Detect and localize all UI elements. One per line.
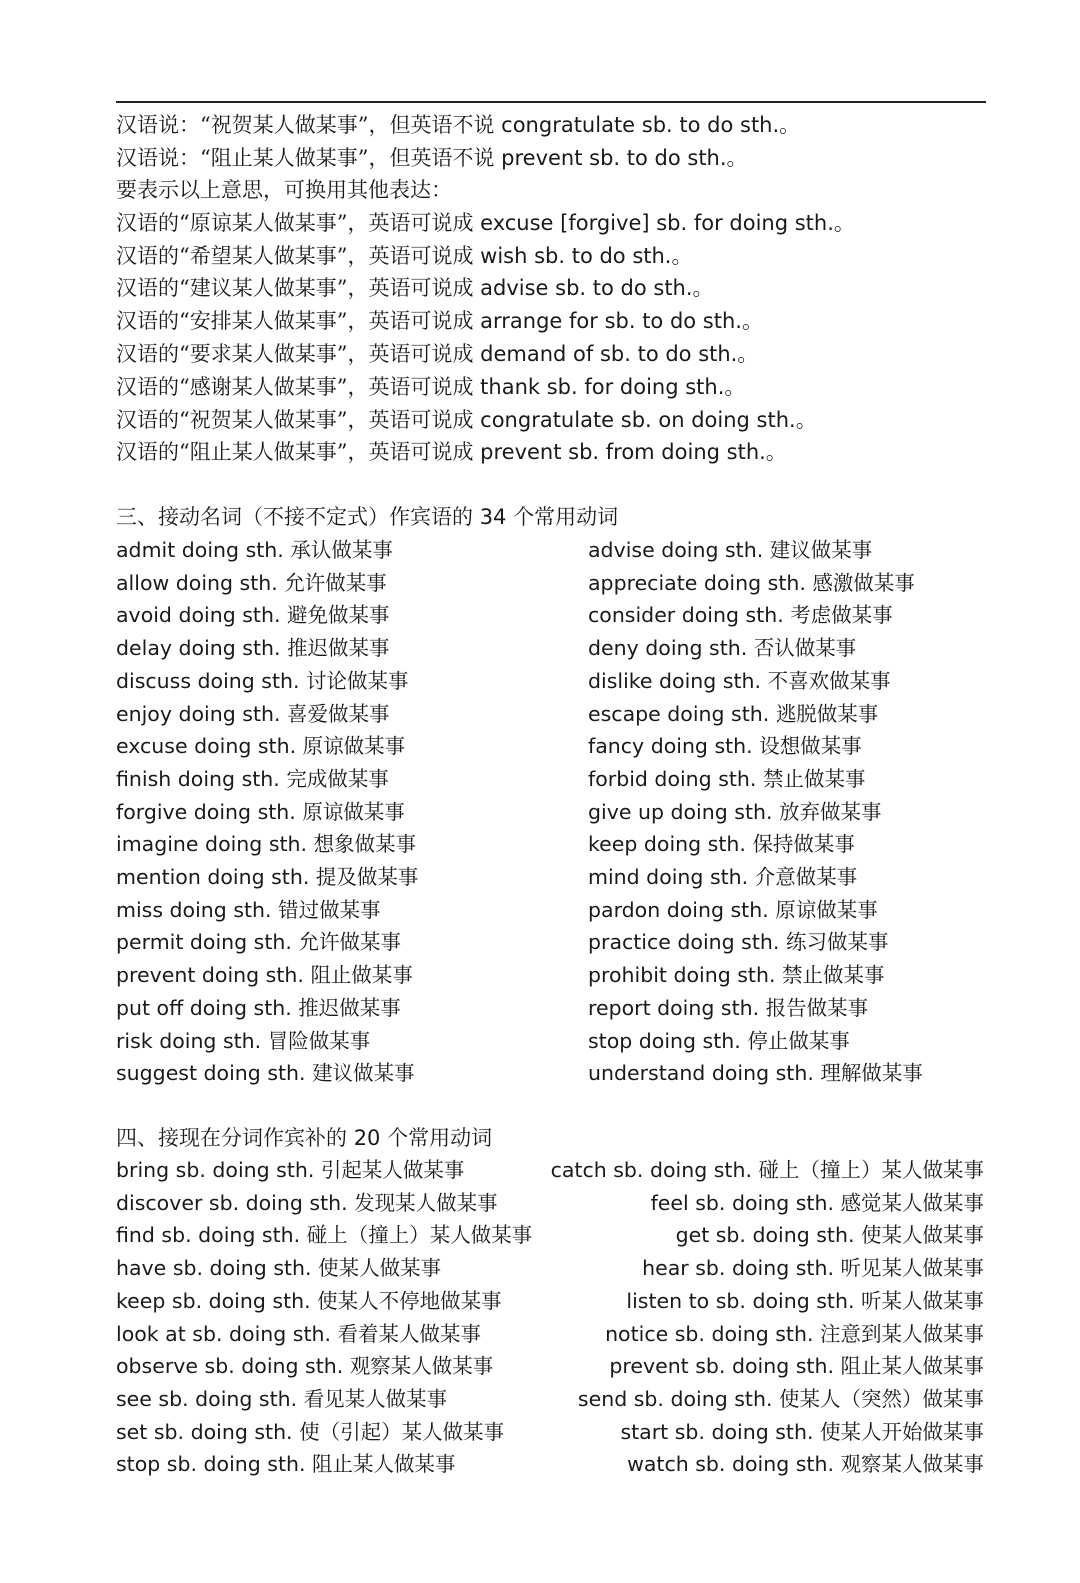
intro-line-en: excuse [forgive] sb. for doing sth.。: [480, 211, 855, 235]
verb-phrase: feel sb. doing sth.: [650, 1190, 834, 1215]
verb-entry-right: [588, 667, 891, 695]
verb-phrase: watch sb. doing sth.: [627, 1452, 834, 1477]
verb-meaning: 设想做某事: [759, 734, 862, 759]
verb-meaning: 发现某人做某事: [354, 1190, 498, 1215]
verb-phrase: delay doing sth.: [116, 636, 281, 661]
verb-phrase: forgive doing sth.: [116, 799, 296, 824]
verb-meaning: 碰上（撞上）某人做某事: [758, 1158, 984, 1182]
verb-meaning: 使（引起）某人做某事: [299, 1419, 505, 1444]
intro-line: [116, 176, 452, 204]
verb-phrase: consider doing sth.: [588, 603, 784, 628]
section3-heading: [116, 503, 618, 531]
verb-entry-left: [116, 634, 390, 662]
top-divider: [116, 101, 986, 103]
verb-entry-left: [116, 700, 390, 728]
verb-entry-left: [116, 1221, 532, 1249]
verb-phrase: get sb. doing sth.: [675, 1223, 855, 1248]
verb-meaning: 看见某人做某事: [303, 1386, 448, 1411]
verb-phrase: give up doing sth.: [588, 799, 773, 824]
verb-phrase: appreciate doing sth.: [588, 570, 806, 595]
intro-line: [116, 307, 763, 335]
verb-meaning: 错过做某事: [278, 897, 381, 922]
verb-phrase: prevent sb. doing sth.: [609, 1354, 834, 1379]
section4-heading-pre: 四、接现在分词作宾补的: [116, 1126, 354, 1150]
verb-meaning: 感觉某人做某事: [840, 1190, 984, 1215]
verb-entry-right: [578, 1385, 984, 1413]
verb-phrase: report doing sth.: [588, 995, 760, 1020]
verb-entry-left: [116, 1418, 504, 1446]
verb-phrase: listen to sb. doing sth.: [626, 1288, 855, 1313]
intro-line: [116, 438, 787, 466]
intro-line-zh: 汉语的“原谅某人做某事”，英语可说成: [116, 211, 481, 235]
intro-line-en: demand of sb. to do sth.。: [480, 342, 759, 366]
verb-meaning: 原谅做某事: [302, 799, 405, 824]
verb-phrase: catch sb. doing sth.: [550, 1158, 752, 1182]
verb-phrase: find sb. doing sth.: [116, 1223, 301, 1248]
verb-phrase: notice sb. doing sth.: [605, 1321, 814, 1346]
intro-line: [116, 111, 800, 139]
verb-phrase: permit doing sth.: [116, 930, 292, 955]
verb-phrase: advise doing sth.: [588, 538, 764, 562]
verb-entry-right: [588, 798, 882, 826]
verb-meaning: 理解做某事: [820, 1061, 923, 1086]
verb-phrase: stop doing sth.: [588, 1028, 741, 1053]
verb-phrase: see sb. doing sth.: [116, 1386, 298, 1411]
intro-line-en: thank sb. for doing sth.。: [480, 375, 746, 399]
verb-phrase: look at sb. doing sth.: [116, 1321, 332, 1346]
verb-entry-left: [116, 1156, 464, 1184]
intro-line-zh: 汉语的“祝贺某人做某事”，英语可说成: [116, 408, 481, 432]
verb-entry-right: [609, 1352, 984, 1380]
verb-entry-right: [588, 601, 893, 629]
section4-heading-post: 个常用动词: [380, 1126, 493, 1150]
verb-meaning: 承认做某事: [290, 538, 393, 562]
section4-heading-count: 20: [353, 1126, 381, 1150]
verb-meaning: 看着某人做某事: [337, 1321, 482, 1346]
verb-entry-left: [116, 928, 401, 956]
verb-entry-right: [588, 732, 862, 760]
verb-phrase: forbid doing sth.: [588, 766, 757, 791]
verb-entry-right: [626, 1287, 984, 1315]
verb-entry-left: [116, 1287, 502, 1315]
verb-meaning: 完成做某事: [286, 766, 389, 791]
intro-line: [116, 373, 745, 401]
verb-phrase: mind doing sth.: [588, 865, 749, 889]
verb-meaning: 推迟做某事: [298, 995, 401, 1020]
intro-line-zh: 汉语的“希望某人做某事”，英语可说成: [116, 244, 481, 268]
verb-meaning: 提及做某事: [315, 865, 419, 889]
intro-line: [116, 144, 748, 172]
verb-meaning: 引起某人做某事: [320, 1158, 465, 1182]
section3-heading-count: 34: [479, 505, 507, 529]
verb-phrase: hear sb. doing sth.: [642, 1256, 834, 1281]
verb-phrase: imagine doing sth.: [116, 832, 308, 857]
verb-meaning: 阻止某人做某事: [312, 1452, 456, 1477]
intro-line: [116, 209, 855, 237]
intro-line-en: arrange for sb. to do sth.。: [480, 309, 763, 333]
verb-phrase: miss doing sth.: [116, 897, 272, 922]
verb-entry-right: [588, 1027, 850, 1055]
verb-meaning: 使某人做某事: [318, 1256, 442, 1281]
verb-entry-left: [116, 601, 390, 629]
verb-entry-right: [551, 1156, 984, 1184]
intro-line-zh: 汉语的“阻止某人做某事”，英语可说成: [116, 440, 481, 464]
verb-entry-right: [588, 863, 857, 891]
verb-meaning: 建议做某事: [312, 1061, 415, 1086]
verb-meaning: 听某人做某事: [861, 1288, 984, 1313]
intro-line: [116, 274, 714, 302]
verb-phrase: fancy doing sth.: [588, 734, 753, 759]
verb-entry-right: [588, 1059, 923, 1087]
verb-phrase: excuse doing sth.: [116, 734, 297, 759]
verb-entry-right: [588, 961, 885, 989]
verb-phrase: put off doing sth.: [116, 995, 292, 1020]
intro-line-en: advise sb. to do sth.。: [480, 276, 714, 300]
verb-entry-left: [116, 1320, 481, 1348]
intro-line-zh: 汉语的“建议某人做某事”，英语可说成: [116, 276, 481, 300]
verb-meaning: 允许做某事: [298, 930, 401, 955]
verb-entry-left: [116, 994, 401, 1022]
verb-entry-left: [116, 896, 381, 924]
intro-line-en: congratulate sb. to do sth.。: [501, 113, 801, 137]
verb-meaning: 使某人（突然）做某事: [779, 1386, 984, 1411]
verb-meaning: 放弃做某事: [779, 799, 882, 824]
verb-phrase: understand doing sth.: [588, 1061, 814, 1086]
verb-entry-right: [588, 896, 878, 924]
intro-line-zh: 汉语的“要求某人做某事”，英语可说成: [116, 342, 481, 366]
verb-entry-right: [588, 569, 915, 597]
section3-heading-post: 个常用动词: [506, 505, 619, 529]
verb-meaning: 冒险做某事: [267, 1028, 371, 1053]
verb-entry-right: [588, 634, 856, 662]
verb-meaning: 观察某人做某事: [840, 1452, 984, 1477]
verb-entry-left: [116, 1385, 447, 1413]
verb-phrase: send sb. doing sth.: [577, 1386, 773, 1411]
verb-entry-left: [116, 1352, 493, 1380]
verb-entry-left: [116, 863, 418, 891]
intro-line-zh: 汉语说：“祝贺某人做某事”，但英语不说: [116, 113, 502, 137]
verb-phrase: admit doing sth.: [116, 538, 284, 562]
intro-line-zh: 要表示以上意思，可换用其他表达：: [116, 178, 452, 202]
verb-phrase: mention doing sth.: [116, 865, 310, 889]
verb-entry-right: [588, 928, 888, 956]
verb-phrase: discuss doing sth.: [116, 668, 300, 693]
verb-meaning: 碰上（撞上）某人做某事: [306, 1223, 533, 1248]
verb-entry-right: [676, 1221, 984, 1249]
verb-phrase: avoid doing sth.: [116, 603, 281, 628]
verb-meaning: 建议做某事: [769, 538, 873, 562]
verb-meaning: 练习做某事: [785, 930, 889, 955]
verb-phrase: keep sb. doing sth.: [116, 1288, 311, 1313]
verb-entry-left: [116, 732, 405, 760]
intro-line-zh: 汉语的“安排某人做某事”，英语可说成: [116, 309, 481, 333]
section3-heading-pre: 三、接动名词（不接不定式）作宾语的: [116, 505, 480, 529]
verb-meaning: 使某人做某事: [861, 1223, 984, 1248]
intro-line-en: wish sb. to do sth.。: [480, 244, 693, 268]
verb-meaning: 考虑做某事: [790, 603, 893, 628]
intro-line: [116, 406, 817, 434]
verb-entry-right: [588, 536, 872, 564]
verb-meaning: 阻止某人做某事: [840, 1354, 984, 1379]
intro-line-en: prevent sb. from doing sth.。: [480, 440, 787, 464]
verb-meaning: 听见某人做某事: [840, 1256, 984, 1281]
verb-phrase: enjoy doing sth.: [116, 701, 281, 726]
verb-phrase: stop sb. doing sth.: [116, 1452, 306, 1477]
verb-entry-right: [588, 765, 865, 793]
verb-meaning: 观察某人做某事: [349, 1354, 494, 1379]
verb-phrase: pardon doing sth.: [588, 897, 769, 922]
verb-entry-right: [642, 1254, 984, 1282]
verb-phrase: set sb. doing sth.: [116, 1419, 293, 1444]
verb-meaning: 停止做某事: [747, 1028, 850, 1053]
verb-entry-right: [620, 1418, 984, 1446]
verb-entry-left: [116, 798, 405, 826]
verb-entry-right: [627, 1450, 984, 1478]
intro-line: [116, 242, 692, 270]
verb-entry-left: [116, 830, 416, 858]
intro-line-zh: 汉语的“感谢某人做某事”，英语可说成: [116, 375, 481, 399]
verb-meaning: 保持做某事: [752, 832, 855, 857]
verb-meaning: 否认做某事: [753, 636, 857, 661]
verb-meaning: 原谅做某事: [775, 897, 878, 922]
verb-meaning: 允许做某事: [284, 570, 387, 595]
verb-meaning: 避免做某事: [287, 603, 390, 628]
verb-phrase: deny doing sth.: [588, 636, 748, 661]
verb-meaning: 逃脱做某事: [775, 701, 879, 726]
verb-entry-left: [116, 667, 409, 695]
verb-entry-left: [116, 1027, 370, 1055]
verb-entry-right: [588, 700, 878, 728]
verb-phrase: observe sb. doing sth.: [116, 1354, 344, 1379]
verb-entry-left: [116, 1254, 441, 1282]
verb-meaning: 感激做某事: [812, 570, 915, 595]
intro-line: [116, 340, 758, 368]
verb-entry-left: [116, 1059, 415, 1087]
verb-meaning: 不喜欢做某事: [767, 668, 891, 693]
verb-meaning: 禁止做某事: [782, 963, 885, 988]
verb-phrase: suggest doing sth.: [116, 1061, 306, 1086]
verb-meaning: 推迟做某事: [287, 636, 390, 661]
intro-line-en: congratulate sb. on doing sth.。: [480, 408, 817, 432]
verb-meaning: 注意到某人做某事: [820, 1321, 984, 1346]
intro-line-en: prevent sb. to do sth.。: [501, 146, 748, 170]
verb-phrase: practice doing sth.: [588, 930, 780, 955]
verb-entry-right: [651, 1189, 984, 1217]
verb-meaning: 使某人开始做某事: [820, 1419, 984, 1444]
section4-heading: [116, 1124, 492, 1152]
verb-entry-right: [588, 830, 855, 858]
verb-entry-left: [116, 1189, 498, 1217]
verb-meaning: 使某人不停地做某事: [317, 1288, 502, 1313]
verb-meaning: 禁止做某事: [762, 766, 866, 791]
verb-phrase: keep doing sth.: [588, 832, 746, 857]
verb-entry-right: [588, 994, 868, 1022]
verb-phrase: prevent doing sth.: [116, 963, 304, 988]
intro-line-zh: 汉语说：“阻止某人做某事”，但英语不说: [116, 146, 502, 170]
verb-phrase: have sb. doing sth.: [116, 1256, 312, 1281]
verb-meaning: 原谅做某事: [302, 734, 406, 759]
verb-phrase: prohibit doing sth.: [588, 963, 776, 988]
verb-meaning: 讨论做某事: [306, 668, 409, 693]
verb-entry-left: [116, 1450, 456, 1478]
verb-phrase: discover sb. doing sth.: [116, 1190, 348, 1215]
verb-phrase: bring sb. doing sth.: [116, 1158, 315, 1182]
verb-meaning: 喜爱做某事: [287, 701, 390, 726]
verb-entry-right: [605, 1320, 984, 1348]
verb-phrase: risk doing sth.: [116, 1028, 262, 1053]
verb-entry-left: [116, 569, 387, 597]
verb-phrase: dislike doing sth.: [588, 668, 762, 693]
verb-entry-left: [116, 765, 389, 793]
verb-phrase: allow doing sth.: [116, 570, 278, 595]
verb-phrase: start sb. doing sth.: [620, 1419, 814, 1444]
verb-phrase: escape doing sth.: [588, 701, 770, 726]
verb-phrase: finish doing sth.: [116, 766, 280, 791]
verb-meaning: 想象做某事: [313, 832, 417, 857]
verb-entry-left: [116, 961, 413, 989]
verb-meaning: 报告做某事: [765, 995, 869, 1020]
verb-meaning: 介意做某事: [754, 865, 858, 889]
verb-meaning: 阻止做某事: [310, 963, 413, 988]
verb-entry-left: [116, 536, 393, 564]
